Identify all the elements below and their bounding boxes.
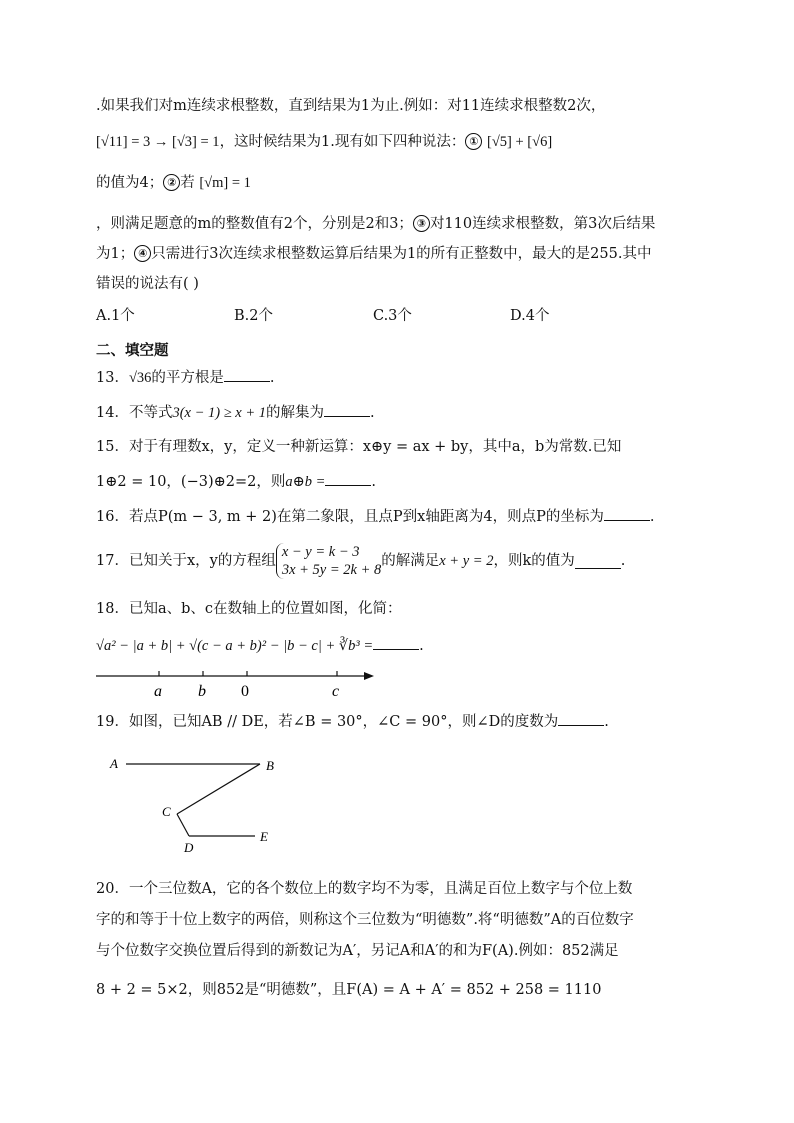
- label-b: b: [198, 683, 206, 700]
- q17-text-a: 已知关于x，y的方程组: [128, 553, 276, 569]
- q12-line1: .如果我们对m连续求根整数，直到结果为1为止.例如：对11连续求根整数2次，: [96, 98, 606, 114]
- q18-line2: [96, 635, 424, 656]
- point-e: E: [260, 829, 268, 844]
- q18-end: .: [419, 638, 424, 654]
- q18-number: 18．: [96, 601, 129, 617]
- q14-number: 14．: [96, 405, 129, 421]
- q12-line4-text-b: 对110连续求根整数，第3次后结果: [429, 216, 656, 232]
- option-d: D.4个: [510, 308, 550, 324]
- q14-math: 3(x − 1) ≥ x + 1: [172, 405, 267, 421]
- point-c: C: [162, 804, 171, 819]
- q16-answer-blank[interactable]: [604, 506, 650, 521]
- q13-number: 13．: [96, 370, 129, 386]
- point-d: D: [184, 840, 194, 855]
- q12-line5: [96, 244, 651, 264]
- q17-equation-system: [276, 543, 381, 579]
- q13-answer-blank[interactable]: [224, 367, 270, 382]
- q15-line1: [96, 437, 621, 457]
- q16-text: 若点P(m − 3, m + 2)在第二象限，且点P到x轴距离为4，则点P的坐标为: [128, 509, 604, 525]
- q18-expression: √a² − |a + b| + √(c − a + b)² − |b − c| + ∛b³ =: [96, 638, 374, 654]
- q17-eq2: 3x + 5y = 2k + 8: [281, 562, 382, 578]
- q12-line2: [96, 132, 552, 152]
- q17-text-b: 的解满足: [381, 553, 440, 569]
- statement-3-marker: ③: [413, 215, 430, 232]
- q12-line5-text: 为1；: [96, 246, 135, 262]
- q17-text-c: ，则k的值为: [493, 553, 575, 569]
- geometry-figure: [100, 748, 290, 858]
- q17: [96, 543, 625, 579]
- q18-line1: [96, 599, 402, 619]
- q15-given: 1⊕2 = 10，(−3)⊕2=2，则: [96, 474, 286, 490]
- q17-number: 17．: [96, 553, 129, 569]
- q19-text: 如图，已知AB // DE，若∠B = 30°，∠C = 90°，则∠D的度数为: [128, 714, 559, 730]
- q15-answer-blank[interactable]: [325, 471, 371, 486]
- q14-text-a: 不等式: [128, 405, 173, 421]
- q15-end: .: [371, 474, 377, 490]
- number-line-arrow: [364, 672, 374, 680]
- q12-line5-text-b: 只需进行3次连续求根整数运算后结果为1的所有正整数中，最大的是255.其中: [151, 246, 652, 262]
- q12-line3: [96, 173, 251, 193]
- q19: [96, 711, 609, 732]
- q14: [96, 402, 375, 423]
- q18-text: 已知a、b、c在数轴上的位置如图，化简：: [128, 601, 402, 617]
- q17-eq1: x − y = k − 3: [281, 544, 360, 560]
- q15-text: 对于有理数x，y，定义一种新运算：x⊕y = ax + by，其中a，b为常数.已知: [128, 439, 622, 455]
- q12-line3-if: 若: [180, 175, 195, 191]
- q15-math: a⊕b =: [285, 474, 326, 490]
- segment-bc: [177, 764, 260, 814]
- q20-line3: 与个位数字交换位置后得到的新数记为A′，另记A和A′的和为F(A).例如：852满足: [96, 943, 619, 959]
- q19-number: 19．: [96, 714, 129, 730]
- q12-line4: [96, 214, 655, 234]
- q17-answer-blank[interactable]: [575, 554, 621, 569]
- q19-answer-blank[interactable]: [558, 711, 604, 726]
- q13: [96, 367, 275, 388]
- q20-line4: 8 + 2 = 5×2，则852是“明德数”，且F(A) = A + A′ = 852 + 258 = 1110: [96, 982, 602, 998]
- q13-math: √36: [128, 370, 152, 386]
- q18-answer-blank[interactable]: [373, 635, 419, 650]
- q14-text-b: 的解集为: [266, 405, 325, 421]
- q16-end: .: [649, 509, 655, 525]
- q16-number: 16．: [96, 509, 129, 525]
- q12-line6: 错误的说法有( ): [96, 276, 199, 292]
- number-line-figure: [92, 664, 382, 704]
- q17-condition: x + y = 2: [439, 553, 494, 569]
- q12-line4-text: ，则满足题意的m的整数值有2个，分别是2和3；: [96, 216, 413, 232]
- q12-line2-text: ，这时候结果为1.现有如下四种说法：: [219, 134, 466, 150]
- point-b: B: [266, 758, 274, 773]
- q15-line2: [96, 471, 376, 492]
- option-a: A.1个: [96, 308, 135, 324]
- option-c: C.3个: [373, 308, 412, 324]
- q16: [96, 506, 654, 527]
- q20-line2: 字的和等于十位上数字的两倍，则称这个三位数为“明德数”.将“明德数”A的百位数字: [96, 912, 634, 928]
- q14-end: .: [370, 405, 375, 421]
- q13-text: 的平方根是: [151, 370, 224, 386]
- label-a: a: [154, 683, 162, 700]
- q12-statement1-expr: [√5] + [√6]: [487, 134, 553, 150]
- q17-end: .: [620, 553, 626, 569]
- q13-end: .: [269, 370, 275, 386]
- section-title: 二、填空题: [96, 343, 169, 359]
- option-b: B.2个: [234, 308, 273, 324]
- statement-1-marker: ①: [465, 133, 482, 150]
- segment-cd: [177, 814, 189, 836]
- label-c: c: [332, 683, 340, 700]
- point-a: A: [110, 756, 118, 771]
- q12-line3-text: 的值为4；: [96, 175, 164, 191]
- q14-answer-blank[interactable]: [324, 402, 370, 417]
- q15-number: 15．: [96, 439, 129, 455]
- q12-statement2-expr: [√m] = 1: [199, 175, 251, 191]
- q12-example-formula: [√11] = 3 → [√3] = 1: [96, 134, 220, 150]
- statement-4-marker: ④: [134, 245, 151, 262]
- q20-line1: 20．一个三位数A，它的各个数位上的数字均不为零，且满足百位上数字与个位上数: [96, 881, 633, 897]
- label-zero: 0: [241, 683, 249, 700]
- q19-end: .: [604, 714, 609, 730]
- statement-2-marker: ②: [163, 174, 180, 191]
